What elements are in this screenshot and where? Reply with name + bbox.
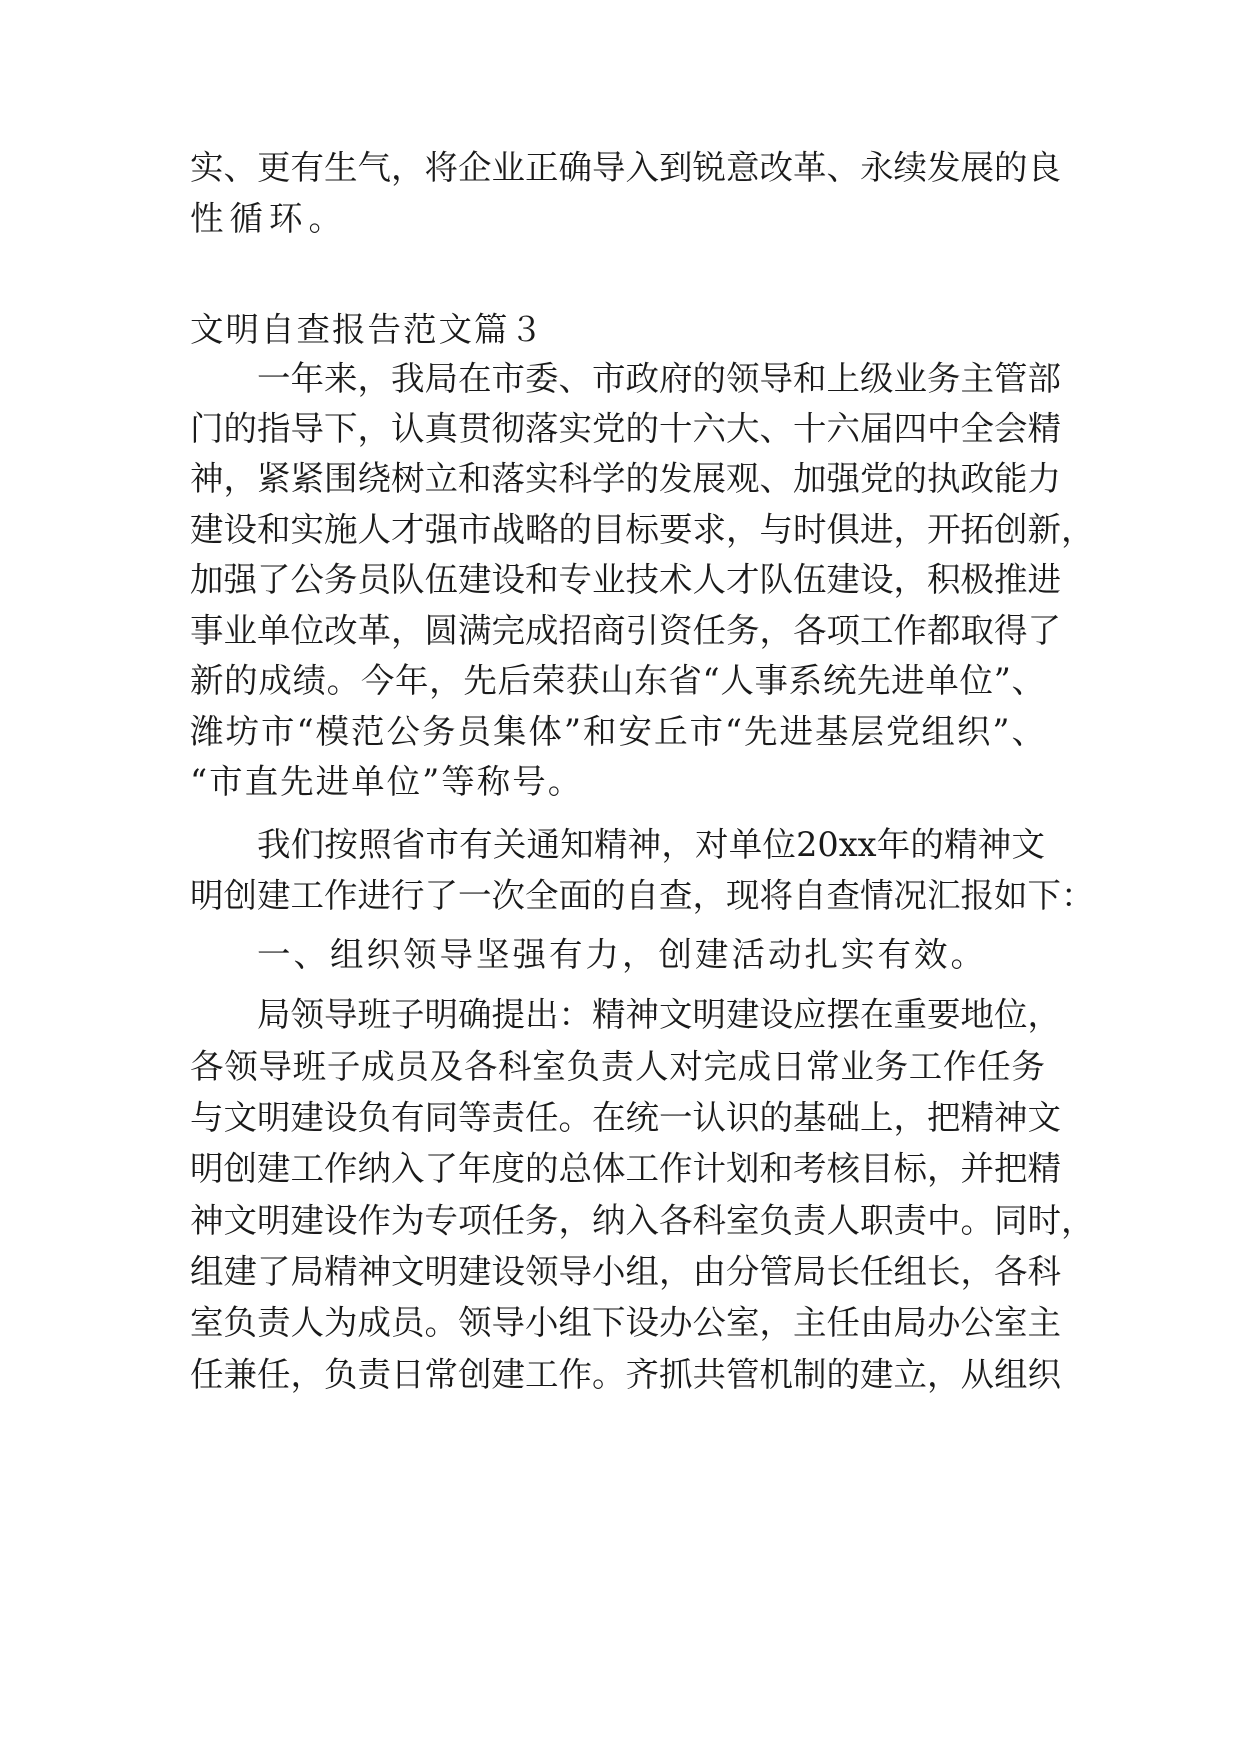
text-line: 门的指导下，认真贯彻落实党的十六大、十六届四中全会精 xyxy=(190,409,1061,448)
text-line: 神，紧紧围绕树立和落实科学的发展观、加强党的执政能力 xyxy=(190,459,1061,498)
text-line: 任兼任，负责日常创建工作。齐抓共管机制的建立，从组织 xyxy=(190,1355,1061,1394)
text-line: 潍坊市“模范公务员集体”和安丘市“先进基层党组织”、 xyxy=(190,712,1045,751)
text-line: 实、更有生气，将企业正确导入到锐意改革、永续发展的良 xyxy=(190,148,1061,187)
section-title: 文明自查报告范文篇３ xyxy=(190,310,545,349)
text-line: 性循环。 xyxy=(190,199,348,238)
text-line: 组建了局精神文明建设领导小组，由分管局长任组长，各科 xyxy=(190,1252,1061,1291)
text-line: 建设和实施人才强市战略的目标要求，与时俱进，开拓创新， xyxy=(190,510,1095,549)
section-heading: 一、组织领导坚强有力，创建活动扎实有效。 xyxy=(257,935,987,974)
text-line: 室负责人为成员。领导小组下设办公室，主任由局办公室主 xyxy=(190,1303,1061,1342)
text-line: “市直先进单位”等称号。 xyxy=(190,762,584,801)
text-line: 明创建工作纳入了年度的总体工作计划和考核目标，并把精 xyxy=(190,1149,1061,1188)
text-line: 明创建工作进行了一次全面的自查，现将自查情况汇报如下： xyxy=(190,876,1095,915)
text-line: 我们按照省市有关通知精神，对单位20xx年的精神文 xyxy=(257,825,1045,864)
text-line: 一年来，我局在市委、市政府的领导和上级业务主管部 xyxy=(257,359,1061,398)
text-line: 事业单位改革，圆满完成招商引资任务，各项工作都取得了 xyxy=(190,611,1061,650)
text-line: 新的成绩。今年，先后荣获山东省“人事系统先进单位”、 xyxy=(190,661,1045,700)
text-line: 各领导班子成员及各科室负责人对完成日常业务工作任务 xyxy=(190,1047,1045,1086)
text-line: 与文明建设负有同等责任。在统一认识的基础上，把精神文 xyxy=(190,1098,1061,1137)
text-line: 加强了公务员队伍建设和专业技术人才队伍建设，积极推进 xyxy=(190,560,1061,599)
text-line: 神文明建设作为专项任务，纳入各科室负责人职责中。同时， xyxy=(190,1201,1095,1240)
text-line: 局领导班子明确提出：精神文明建设应摆在重要地位， xyxy=(257,995,1061,1034)
